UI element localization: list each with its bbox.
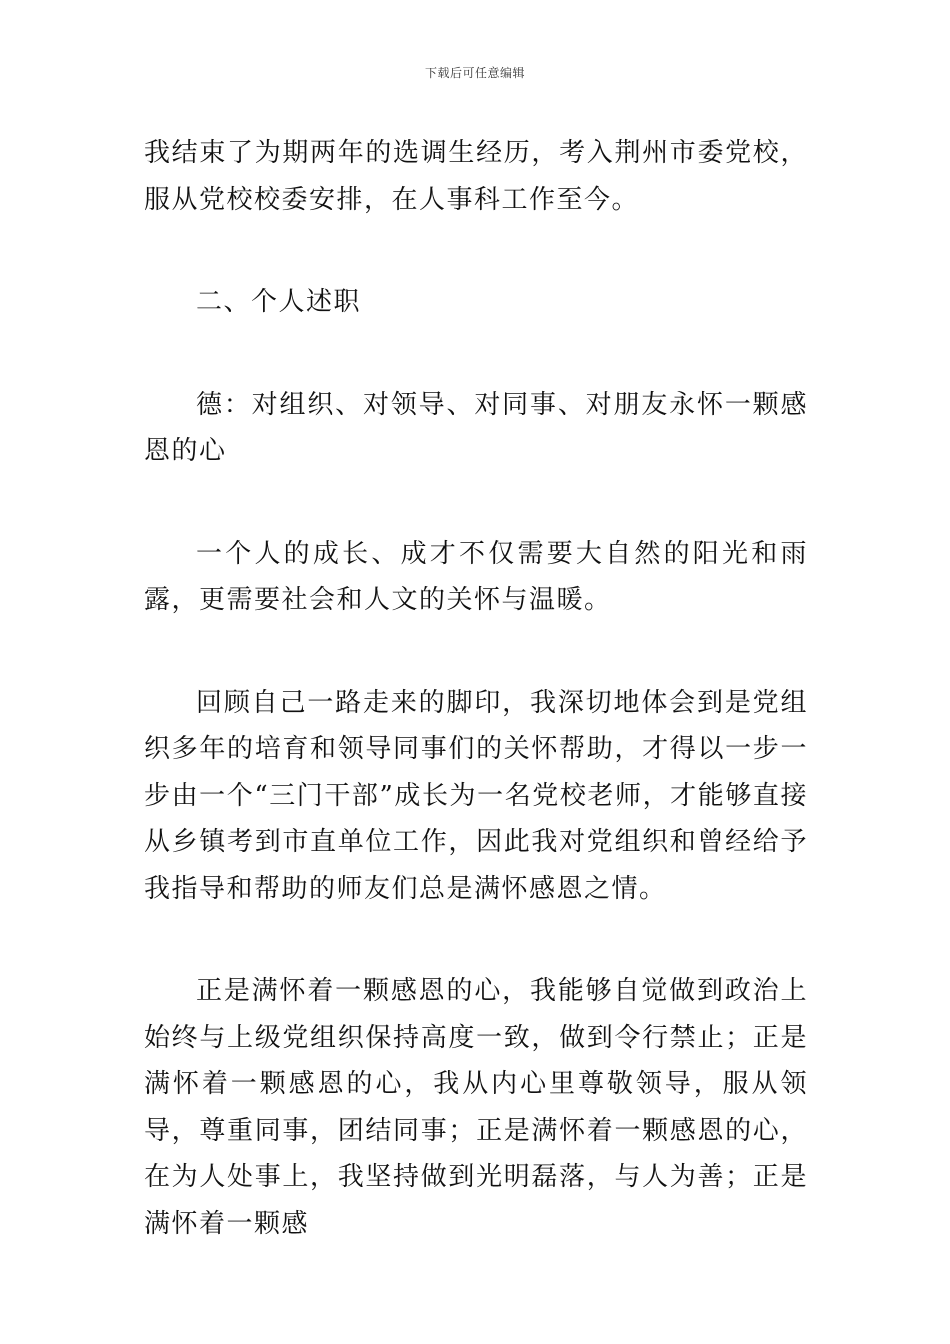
paragraph-continuation: 我结束了为期两年的选调生经历，考入荆州市委党校，服从党校校委安排，在人事科工作至今。 — [144, 138, 808, 215]
paragraph-growth: 一个人的成长、成才不仅需要大自然的阳光和雨露，更需要社会和人文的关怀与温暖。 — [144, 538, 808, 615]
section-heading: 二、个人述职 — [196, 287, 362, 317]
paragraph-virtue-heading: 德：对组织、对领导、对同事、对朋友永怀一颗感恩的心 — [144, 389, 808, 466]
paragraph-review: 回顾自己一路走来的脚印，我深切地体会到是党组织多年的培育和领导同事们的关怀帮助，才得以一步一步由一个“三门干部”成长为一名党校老师，才能够直接从乡镇考到市直单位工作，因此我对党组织和曾经给予我指导和帮助的师友们总是满怀感恩之情。 — [144, 687, 808, 904]
paragraph-gratitude: 正是满怀着一颗感恩的心，我能够自觉做到政治上始终与上级党组织保持高度一致，做到令行禁止；正是满怀着一颗感恩的心，我从内心里尊敬领导，服从领导，尊重同事，团结同事；正是满怀着一颗感恩的心，在为人处事上，我坚持做到光明磊落，与人为善；正是满怀着一颗感 — [144, 976, 808, 1239]
document-body — [144, 130, 808, 1247]
page-header: 下载后可任意编辑 — [424, 66, 525, 80]
